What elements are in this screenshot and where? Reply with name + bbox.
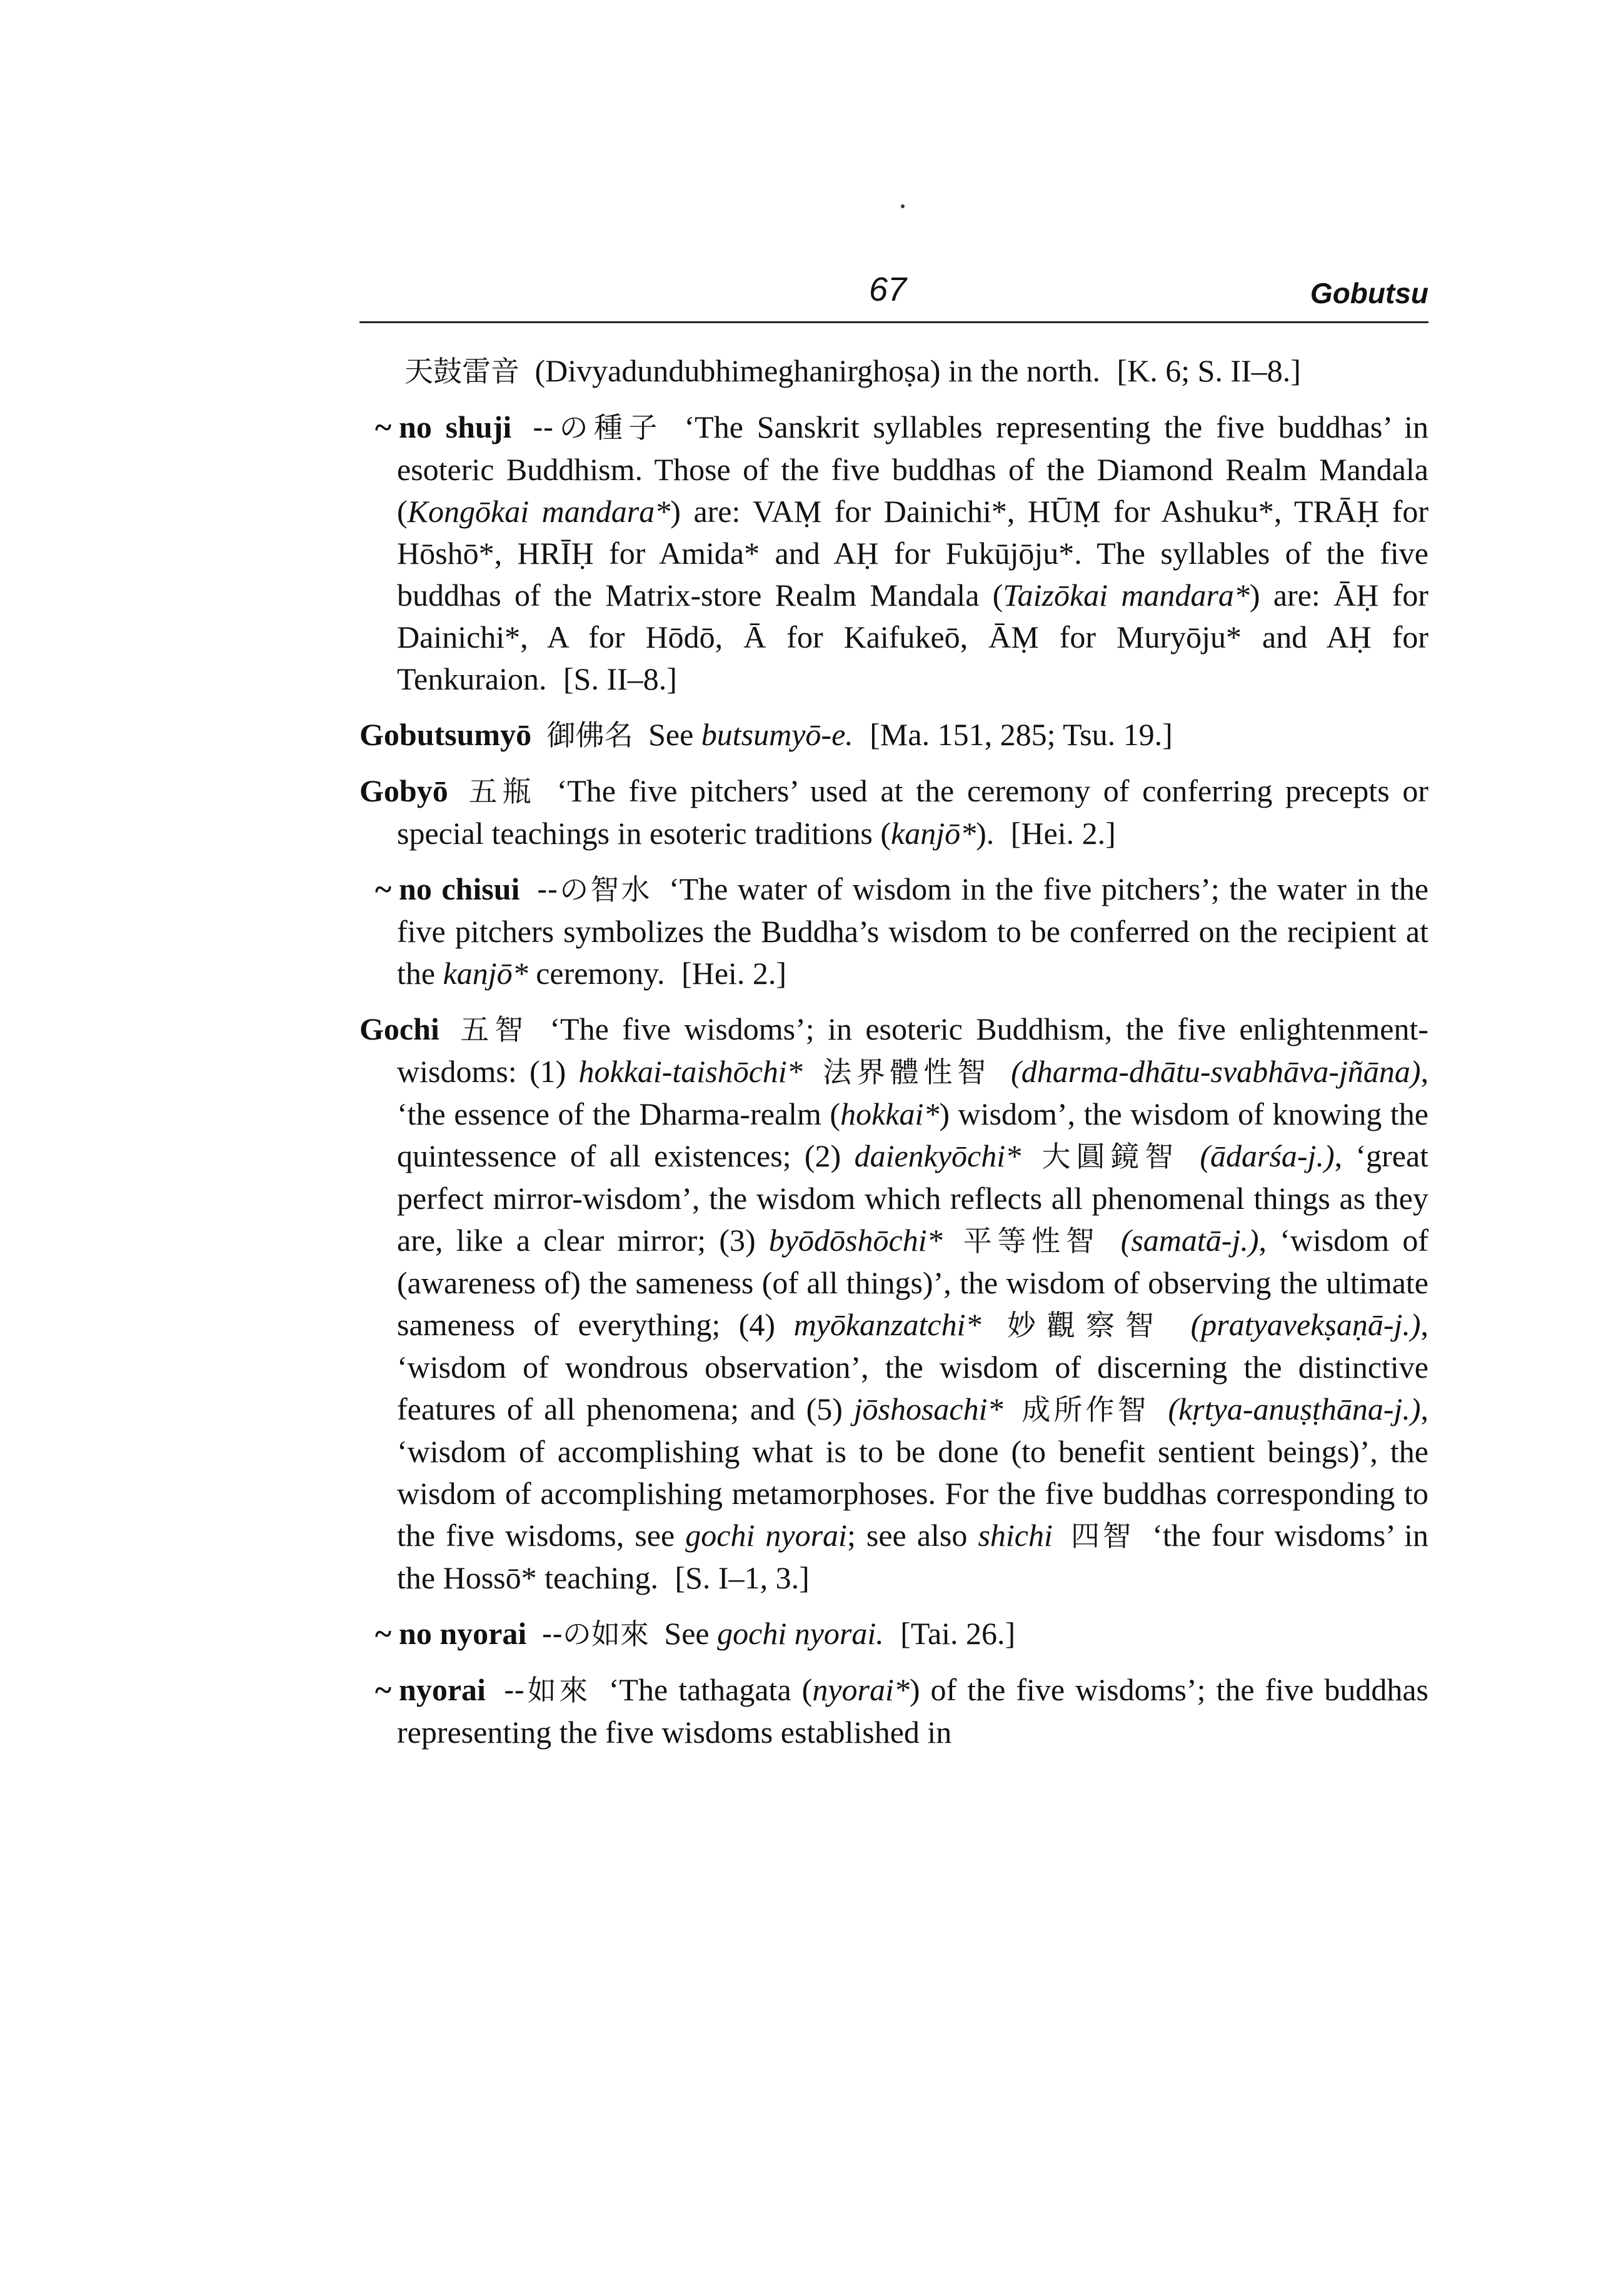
tilde-mark: ~ <box>375 1672 392 1707</box>
definition-text: (Divyadundubhimeghanirghoṣa) in the north. <box>534 353 1100 388</box>
reference: [S. II–8.] <box>563 661 677 696</box>
sanskrit-term: (kṛtya-anuṣṭhāna-j.) <box>1168 1391 1421 1426</box>
definition-text: ) are: ĀḤ for Dainichi*, A for Hōdō, Ā for Kaifukeō, ĀṂ for Muryōju* and AḤ for Tenkuraion. <box>397 578 1428 696</box>
kanji: 成所作智 <box>1021 1393 1150 1426</box>
kanji: 五智 <box>460 1013 529 1046</box>
kanji: --の種子 <box>533 411 663 444</box>
definition-text: See <box>664 1616 710 1651</box>
cross-reference: Kongōkai mandara* <box>407 494 671 529</box>
kanji: 大圓鏡智 <box>1041 1140 1179 1173</box>
kanji: --如來 <box>503 1673 591 1707</box>
running-head: Gobutsu <box>1310 277 1428 309</box>
definition-text: ) of the five wisdoms’; the five buddhas representing the five wisdoms established in <box>397 1672 1429 1750</box>
cross-reference: hokkai* <box>840 1096 940 1131</box>
entry-gochi <box>359 1008 1428 1599</box>
kanji: 平等性智 <box>963 1224 1100 1258</box>
cross-reference: hokkai-taishōchi* <box>578 1054 803 1089</box>
cross-reference: gochi nyorai. <box>717 1616 884 1651</box>
headword: no shuji <box>399 409 512 444</box>
kanji: 四智 <box>1070 1519 1135 1553</box>
reference: [K. 6; S. II–8.] <box>1117 353 1301 388</box>
reference: [Hei. 2.] <box>1010 816 1116 851</box>
sanskrit-term: (dharma-dhātu-svabhāva-jñāna) <box>1011 1054 1421 1089</box>
cross-reference: daienkyōchi* <box>854 1138 1021 1173</box>
sanskrit-term: (samatā-j.) <box>1120 1223 1259 1258</box>
cross-reference: shichi <box>978 1518 1053 1553</box>
kanji: --の智水 <box>536 873 652 906</box>
tilde-mark: ~ <box>375 871 392 906</box>
speck-mark <box>901 204 905 208</box>
headword: Gobyō <box>359 773 448 808</box>
headword: nyorai <box>399 1672 486 1707</box>
definition-text: ‘The Sanskrit syllables representing the five buddhas’ in esoteric Buddhism. Those of the five buddhas of the Diamond Realm Mandala ( <box>397 409 1429 529</box>
tilde-mark: ~ <box>375 1616 392 1651</box>
definition-text: ‘The five wisdoms’; in esoteric Buddhism, the five enlightenment-wisdoms: (1) <box>397 1011 1429 1089</box>
definition-text: ; see also <box>846 1518 968 1553</box>
definition-text: , ‘wisdom of wondrous observation’, the wisdom of discerning the distinctive features of all phenomena; and (5) <box>397 1307 1429 1426</box>
definition-text: ceremony. <box>536 956 665 991</box>
entry-continuation <box>359 350 1428 393</box>
definition-text: ) are: VAṂ for Dainichi*, HŪṂ for Ashuku*, TRĀḤ for Hōshō*, HRĪḤ for Amida* and AḤ for Fukūjōju*. The syllables of the five buddhas of the Matrix-store Realm Mandala ( <box>397 494 1429 613</box>
reference: [Hei. 2.] <box>681 956 787 991</box>
cross-reference: butsumyō-e. <box>701 717 853 752</box>
definition-text: , ‘wisdom of (awareness of) the sameness (of all things)’, the wisdom of observing the ultimate sameness of everything; (4) <box>397 1223 1429 1342</box>
page-header <box>359 270 1428 320</box>
kanji: 法界體性智 <box>823 1055 991 1089</box>
subentry-no-chisui <box>375 868 1428 995</box>
definition-text: ‘The tathagata ( <box>608 1672 813 1707</box>
definition-text: , ‘wisdom of accomplishing what is to be done (to benefit sentient beings)’, the wisdom of accomplishing metamorphoses. For the five buddhas corresponding to the five wisdoms, see <box>397 1391 1429 1553</box>
sanskrit-term: (ādarśa-j.) <box>1200 1138 1335 1173</box>
headword: Gobutsumyō <box>359 717 532 752</box>
reference: [S. I–1, 3.] <box>675 1560 810 1595</box>
cross-reference: jōshosachi* <box>853 1391 1003 1426</box>
page-body <box>359 350 1428 1767</box>
headword: Gochi <box>359 1011 439 1046</box>
headword: no nyorai <box>399 1616 527 1651</box>
headword: no chisui <box>399 871 520 906</box>
definition-text: ‘the four wisdoms’ in the Hossō* teaching. <box>397 1518 1429 1595</box>
definition-text: ‘The five pitchers’ used at the ceremony of conferring precepts or special teachings in esoteric traditions ( <box>397 773 1429 851</box>
kanji: 妙觀察智 <box>1007 1308 1165 1342</box>
cross-reference: byōdōshōchi* <box>768 1223 943 1258</box>
kanji: 御佛名 <box>546 718 633 752</box>
definition-text: ). <box>976 816 995 851</box>
reference: [Tai. 26.] <box>900 1616 1016 1651</box>
cross-reference: myōkanzatchi* <box>793 1307 981 1342</box>
definition-text: ‘The water of wisdom in the five pitchers’; the water in the five pitchers symbolizes the Buddha’s wisdom to be conferred on the recipient at the <box>397 871 1429 991</box>
cross-reference: nyorai* <box>812 1672 910 1707</box>
header-rule <box>359 321 1428 323</box>
entry-gobyo <box>359 770 1428 855</box>
cross-reference: Taizōkai mandara* <box>1003 578 1250 613</box>
kanji: 五瓶 <box>468 775 536 808</box>
cross-reference: gochi nyorai <box>685 1518 847 1553</box>
cross-reference: kanjō* <box>891 816 976 851</box>
definition-text: See <box>648 717 694 752</box>
kanji: --の如來 <box>541 1617 649 1651</box>
tilde-mark: ~ <box>375 409 392 444</box>
definition-text: ) wisdom’, the wisdom of knowing the quintessence of all existences; (2) <box>397 1096 1428 1173</box>
subentry-no-shuji <box>375 406 1428 700</box>
definition-text: , ‘great perfect mirror-wisdom’, the wisdom which reflects all phenomenal things as they are, like a clear mirror; (3) <box>397 1138 1429 1258</box>
page-number: 67 <box>869 271 907 308</box>
subentry-nyorai <box>375 1669 1428 1753</box>
reference: [Ma. 151, 285; Tsu. 19.] <box>870 717 1173 752</box>
sanskrit-term: (pratyavekṣaṇā-j.) <box>1190 1307 1421 1342</box>
entry-gobutsumyo <box>359 714 1428 756</box>
kanji: 天鼓雷音 <box>404 354 519 388</box>
cross-reference: kanjō* <box>443 956 528 991</box>
subentry-no-nyorai <box>375 1613 1428 1655</box>
definition-text: , ‘the essence of the Dharma-realm ( <box>397 1054 1429 1131</box>
